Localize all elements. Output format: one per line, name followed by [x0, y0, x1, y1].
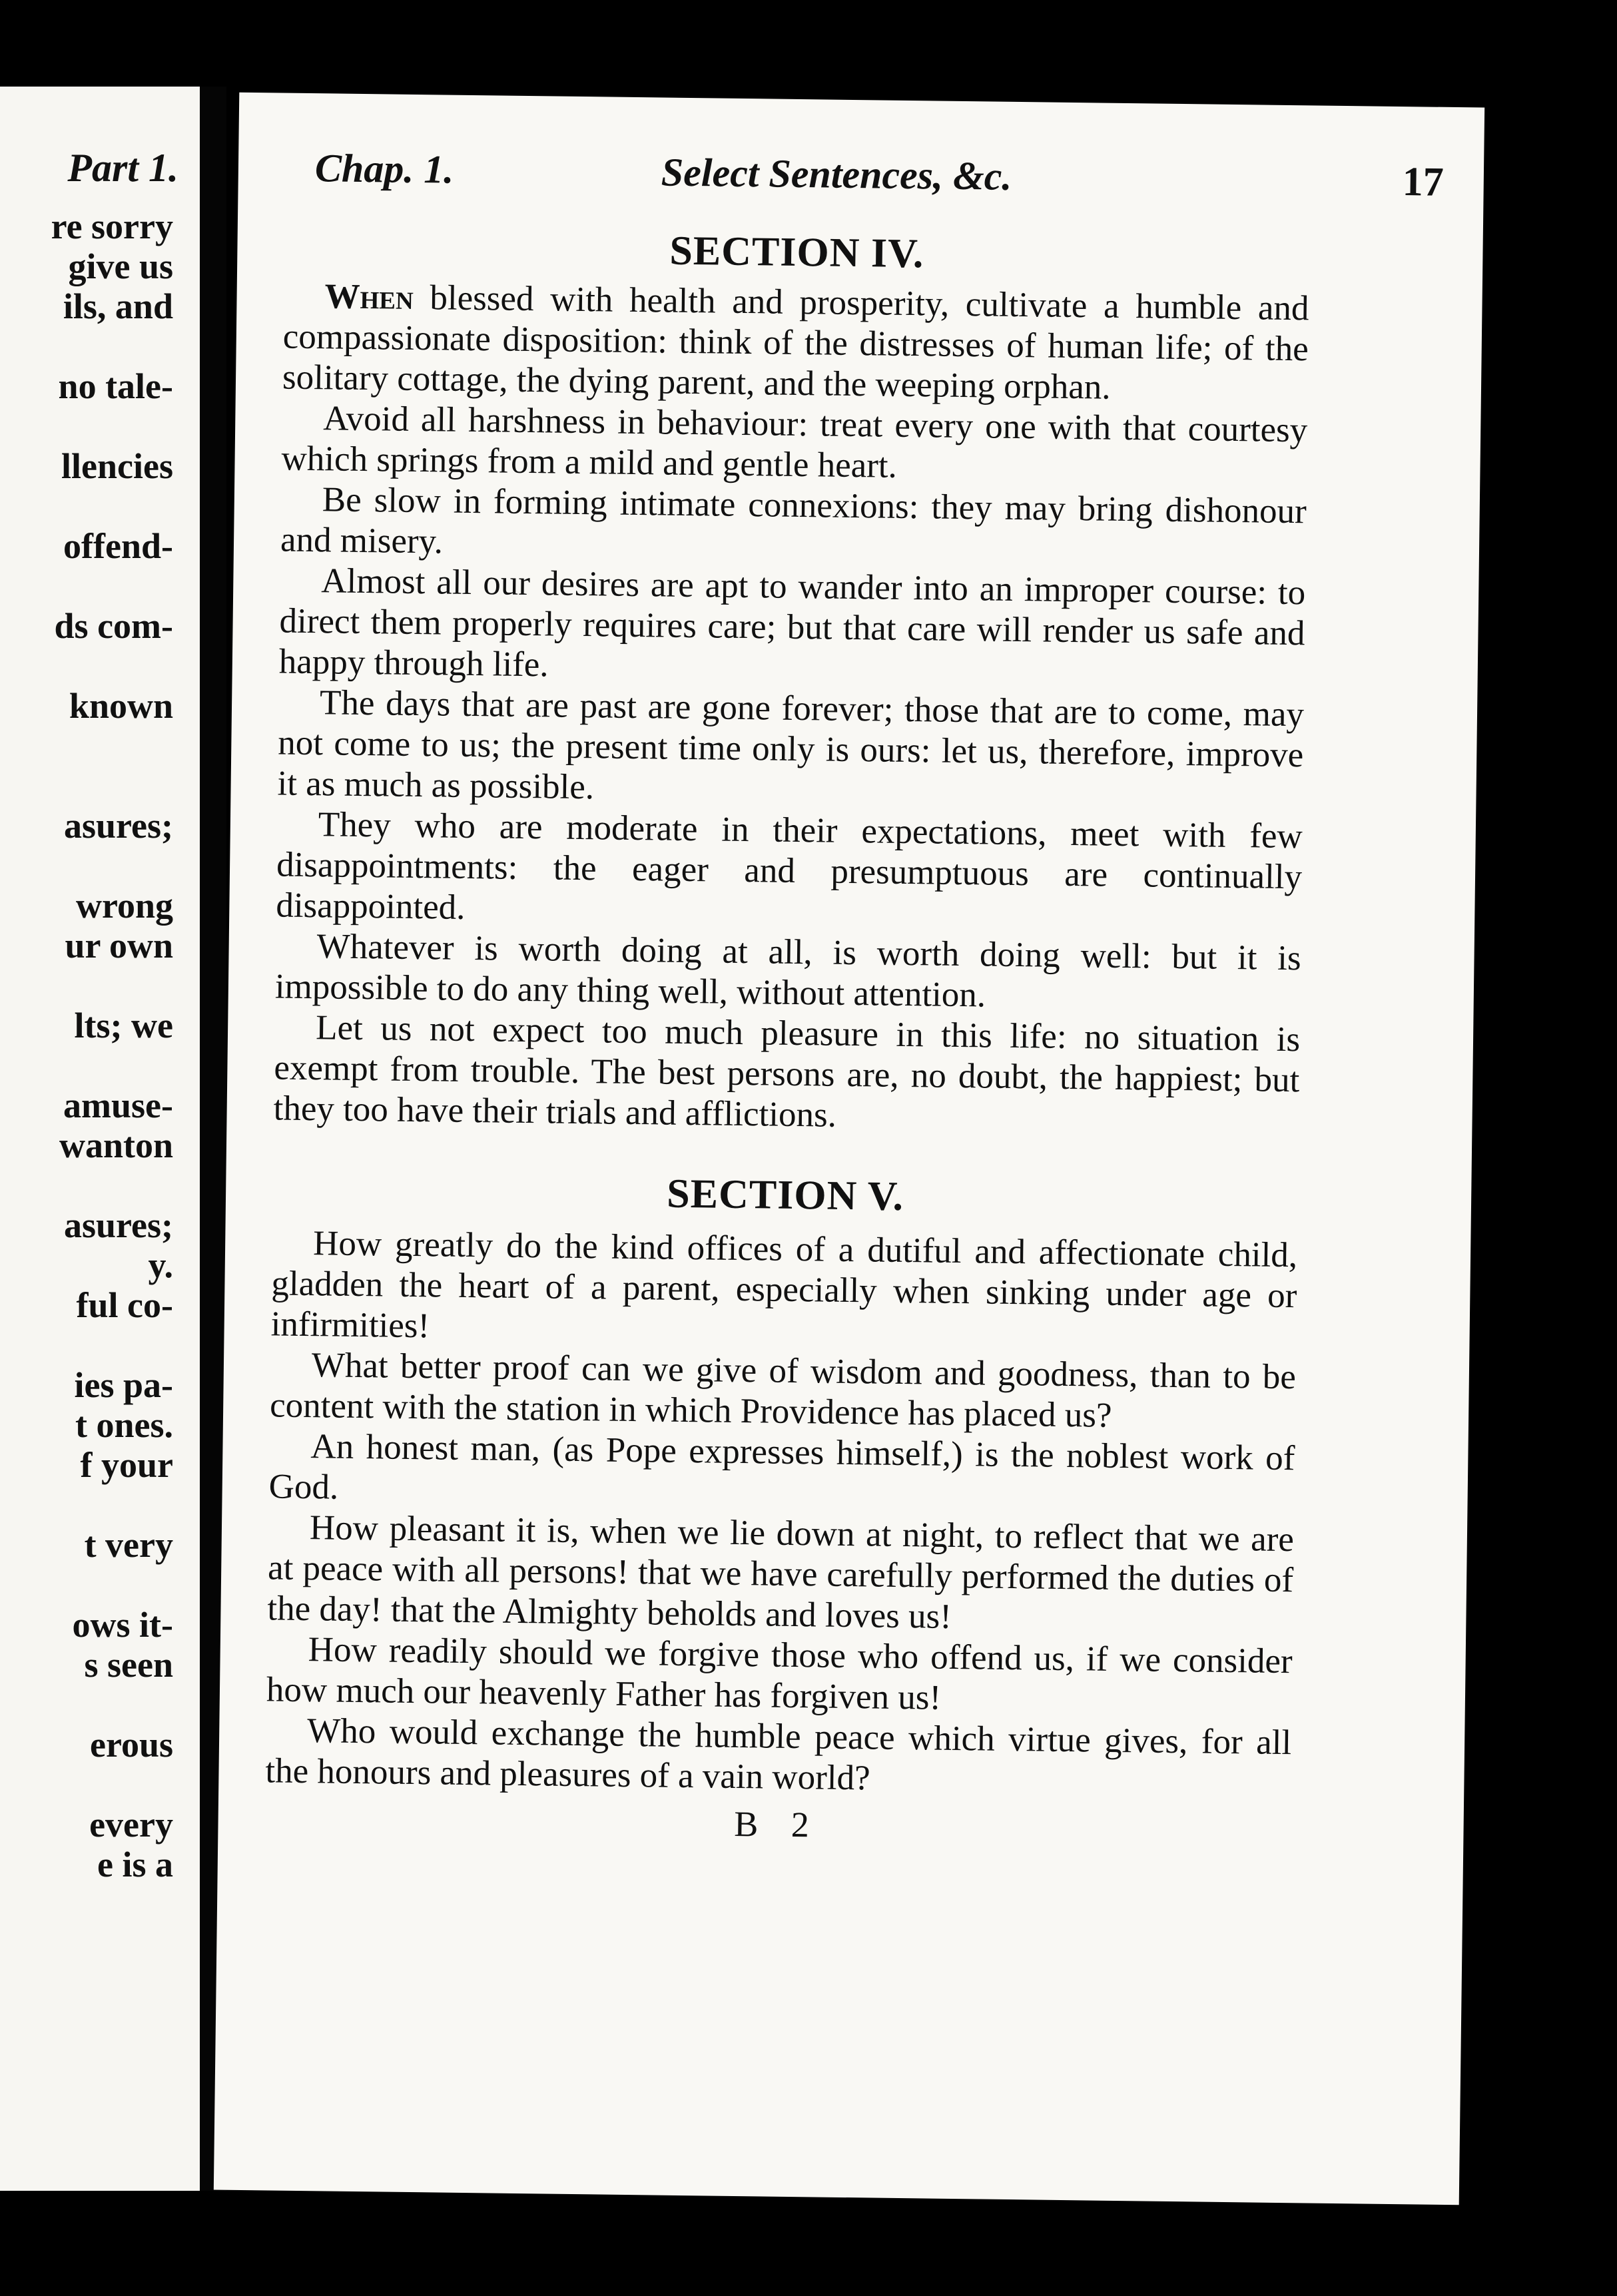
left-page-line: llencies	[61, 446, 173, 486]
paragraph-text: blessed with health and prosperity, cultivate a humble and compassionate disposition: think of the distresses of human life; of the solitary cottage, the dying parent, and the weeping orphan.	[282, 278, 1309, 407]
paragraph-text: Avoid all harshness in behaviour: treat every one with that courtesy which springs from a mild and gentle heart.	[281, 399, 1308, 485]
paragraph	[280, 479, 1307, 573]
left-page-line	[51, 846, 173, 886]
paragraph-text: What better proof can we give of wisdom and goodness, than to be content with the station in which Providence has placed us?	[269, 1346, 1297, 1435]
left-page-line: no tale-	[58, 366, 173, 406]
left-page-line	[51, 966, 173, 1005]
left-page-line: f your	[80, 1445, 173, 1485]
left-page-line	[51, 1325, 173, 1365]
paragraph	[265, 1710, 1291, 1804]
paragraph	[275, 926, 1301, 1019]
left-page-line: erous	[89, 1725, 173, 1765]
left-page-line	[51, 766, 173, 806]
left-page-line: ows it-	[72, 1605, 173, 1645]
left-page-line: asures;	[63, 1205, 173, 1245]
left-page-line: asures;	[63, 806, 173, 846]
paragraph	[268, 1426, 1295, 1520]
paragraph	[278, 560, 1305, 695]
chapter-label: Chap. 1.	[314, 146, 454, 192]
page-number: 17	[1402, 159, 1445, 205]
section-heading-iv: SECTION IV.	[669, 228, 924, 277]
running-head	[314, 145, 1444, 212]
left-page-line	[51, 566, 173, 606]
left-page-line	[51, 1685, 173, 1725]
paragraph	[266, 1629, 1293, 1723]
section-heading-v: SECTION V.	[666, 1171, 904, 1220]
paragraph-text: An honest man, (as Pope expresses himself,) is the noblest work of God.	[268, 1427, 1295, 1507]
paragraph	[267, 1507, 1294, 1641]
left-page-line: ur own	[65, 926, 173, 966]
paragraph-text: Let us not expect too much pleasure in this life: no situation is exempt from trouble. The best persons are, no doubt, the happiest; but they too have their trials and afflictions.	[273, 1008, 1301, 1135]
left-page-line	[51, 646, 173, 686]
paragraph-text: Who would exchange the humble peace which virtue gives, for all the honours and pleasures of a vain world?	[265, 1711, 1292, 1798]
left-page-line: lts; we	[74, 1005, 173, 1045]
paragraph-text: How greatly do the kind offices of a dutiful and affectionate child, gladden the heart of a parent, especially when sinking under age or infirmities!	[270, 1224, 1298, 1346]
left-page-line	[51, 1565, 173, 1605]
left-page-line	[51, 1765, 173, 1805]
left-page-line: ies pa-	[74, 1365, 173, 1405]
left-page-line	[51, 1165, 173, 1205]
left-page-line: every	[89, 1805, 173, 1845]
left-page-line: ful co-	[76, 1285, 173, 1325]
left-page-line: amuse-	[63, 1085, 173, 1125]
left-page-line	[51, 1045, 173, 1085]
left-page-line: y.	[148, 1245, 173, 1285]
left-page-line: ds com-	[54, 606, 173, 646]
left-page-header: Part 1.	[67, 146, 178, 190]
paragraph	[270, 1223, 1297, 1357]
left-page-line: give us	[68, 246, 173, 286]
paragraph	[282, 276, 1309, 411]
paragraph-lead-word: When	[324, 277, 414, 317]
left-page-line: offend-	[63, 526, 173, 566]
left-page-line: t ones.	[75, 1405, 173, 1445]
paragraph-text: Almost all our desires are apt to wander into an improper course: to direct them properly requires care; but that care will render us safe and happy through life.	[278, 561, 1306, 685]
paragraph	[270, 1344, 1296, 1438]
paragraph-text: How readily should we forgive those who offend us, if we consider how much our heavenly Father has forgiven us!	[266, 1630, 1293, 1717]
left-page-line	[51, 726, 173, 766]
left-page-lines	[51, 206, 173, 1884]
signature-mark: B 2	[733, 1803, 822, 1845]
text-block	[264, 226, 1309, 1852]
paragraph-text: They who are moderate in their expectations, meet with few disappointments: the eager and presumptuous are continually disappointed.	[276, 805, 1303, 927]
paragraph	[281, 398, 1307, 492]
book-page	[214, 93, 1484, 2205]
left-page-line: wrong	[75, 886, 173, 926]
left-page-line: ils, and	[63, 286, 173, 326]
left-page-line: re sorry	[51, 206, 173, 246]
paragraph	[273, 1007, 1300, 1141]
paragraph-text: How pleasant it is, when we lie down at night, to reflect that we are at peace with all persons! that we have carefully performed the duties of the day! that the Almighty beholds and loves us!	[267, 1508, 1295, 1636]
left-page-line	[51, 326, 173, 366]
paragraph	[276, 804, 1303, 938]
left-page-line: wanton	[59, 1125, 173, 1165]
left-page-line: e is a	[97, 1845, 173, 1884]
left-page-line: t very	[84, 1525, 173, 1565]
paragraph-text: Be slow in forming intimate connexions: they may bring dishonour and misery.	[280, 480, 1307, 561]
paragraph-text: Whatever is worth doing at all, is worth doing well: but it is impossible to do any thing well, without attention.	[274, 927, 1301, 1015]
left-page-line	[51, 406, 173, 446]
section-v-paragraphs	[265, 1223, 1297, 1804]
running-title: Select Sentences, &c.	[661, 150, 1012, 198]
left-facing-page	[0, 87, 201, 2191]
left-page-line: s seen	[84, 1645, 173, 1685]
left-page-line: known	[69, 686, 173, 726]
paragraph-text: The days that are past are gone forever; those that are to come, may not come to us; the present time only is ours: let us, therefore, improve it as much as possible.	[277, 683, 1305, 807]
left-page-line	[51, 1485, 173, 1525]
left-page-line	[51, 486, 173, 526]
paragraph	[277, 682, 1304, 816]
section-iv-paragraphs	[273, 276, 1309, 1142]
